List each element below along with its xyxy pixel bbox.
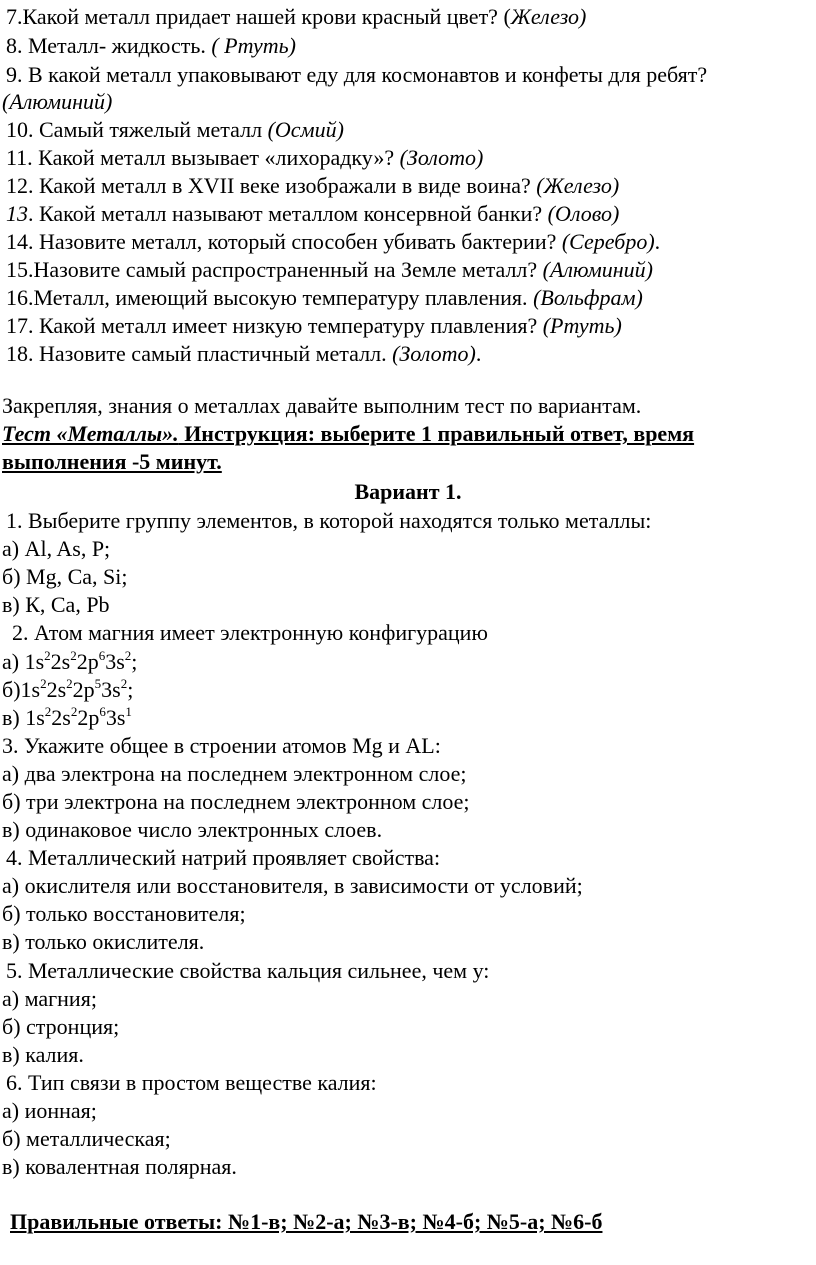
variant-title: Вариант 1.: [354, 479, 462, 504]
quiz-tail: .: [654, 229, 661, 254]
q5-option-c: в) калия.: [2, 1042, 84, 1067]
quiz-line-12: [6, 172, 619, 200]
quiz-line-10: [6, 116, 344, 144]
correct-answers: Правильные ответы: №1-в; №2-а; №3-в; №4-б; №5-а; №6-б: [10, 1209, 603, 1234]
quiz-line-8: [6, 32, 296, 60]
quiz-line-18: [6, 340, 481, 368]
quiz-number: 13: [6, 201, 28, 226]
quiz-answer: (Олово): [547, 201, 620, 226]
quiz-question: 15.Назовите самый распространенный на Земле металл?: [6, 257, 543, 282]
quiz-answer: (Алюминий): [542, 257, 653, 282]
quiz-answer: Железо): [510, 4, 587, 29]
quiz-answer: (Серебро): [561, 229, 655, 254]
quiz-question: 17. Какой металл имеет низкую температуру плавления?: [6, 313, 543, 338]
quiz-line-13: [6, 200, 619, 228]
q2-option-b: $б)1s^22s^22p^53s^2$;: [2, 676, 134, 702]
quiz-line-15: [6, 256, 653, 284]
question-6: 6. Тип связи в простом веществе калия:: [6, 1070, 377, 1095]
question-2: 2. Атом магния имеет электронную конфигурацию: [12, 620, 488, 645]
quiz-line-11: [6, 144, 483, 172]
q4-option-c: в) только окислителя.: [2, 929, 205, 954]
q6-option-c: в) ковалентная полярная.: [2, 1154, 237, 1179]
quiz-question: 10. Самый тяжелый металл: [6, 117, 268, 142]
q3-option-b: б) три электрона на последнем электронном слое;: [2, 789, 470, 814]
test-instruction-cont: выполнения -5 минут.: [2, 449, 222, 474]
quiz-answer: (Золото): [399, 145, 484, 170]
quiz-answer: (Вольфрам): [533, 285, 643, 310]
q1-option-c: в) К, Ca, Pb: [2, 592, 110, 617]
q5-option-b: б) стронция;: [2, 1014, 120, 1039]
q1-option-a: а) Al, As, P;: [2, 536, 111, 561]
q6-option-b: б) металлическая;: [2, 1126, 171, 1151]
quiz-line-7: [6, 3, 586, 31]
intro-text: Закрепляя, знания о металлах давайте выполним тест по вариантам.: [2, 393, 642, 418]
q4-option-b: б) только восстановителя;: [2, 901, 246, 926]
quiz-question: 11. Какой металл вызывает «лихорадку»?: [6, 145, 400, 170]
quiz-answer: (Ртуть): [542, 313, 622, 338]
q6-option-a: а) ионная;: [2, 1098, 97, 1123]
quiz-question: 7.Какой металл придает нашей крови красный цвет? (: [6, 4, 511, 29]
quiz-tail: .: [475, 341, 482, 366]
quiz-line-9: [6, 61, 707, 89]
test-instruction: Инструкция: выберите 1 правильный ответ, время: [178, 421, 695, 446]
q3-option-a: а) два электрона на последнем электронном слое;: [2, 761, 467, 786]
quiz-answer: ( Ртуть): [211, 33, 296, 58]
question-5: 5. Металлические свойства кальция сильнее, чем у:: [6, 958, 490, 983]
quiz-line-14: [6, 228, 660, 256]
q1-option-b: б) Mg, Ca, Si;: [2, 564, 128, 589]
quiz-answer-9: [2, 88, 112, 116]
quiz-question: 16.Металл, имеющий высокую температуру плавления.: [6, 285, 534, 310]
quiz-question: 14. Назовите металл, который способен убивать бактерии?: [6, 229, 562, 254]
quiz-question: 18. Назовите самый пластичный металл.: [6, 341, 393, 366]
quiz-question: . Какой металл называют металлом консервной банки?: [28, 201, 548, 226]
quiz-answer: (Железо): [536, 173, 620, 198]
test-title: Тест «Металлы».: [2, 421, 179, 446]
quiz-question: 9. В какой металл упаковывают еду для космонавтов и конфеты для ребят?: [6, 62, 708, 87]
q5-option-a: а) магния;: [2, 986, 97, 1011]
question-1: 1. Выберите группу элементов, в которой находятся только металлы:: [6, 508, 652, 533]
test-heading: [2, 420, 694, 448]
q2-option-c: в) $1s^22s^22p^63s^1$: [2, 704, 132, 730]
quiz-answer: (Осмий): [267, 117, 344, 142]
quiz-line-17: [6, 312, 622, 340]
quiz-answer: (Золото): [392, 341, 476, 366]
quiz-line-16: [6, 284, 643, 312]
quiz-question: 8. Металл- жидкость.: [6, 33, 212, 58]
quiz-question: 12. Какой металл в XVII веке изображали в виде воина?: [6, 173, 537, 198]
quiz-answer: (Алюминий): [2, 89, 113, 114]
q2-option-a: а) $1s^22s^22p^63s^2$;: [2, 648, 138, 674]
q4-option-a: а) окислителя или восстановителя, в зависимости от условий;: [2, 873, 583, 898]
question-4: 4. Металлический натрий проявляет свойства:: [6, 845, 441, 870]
q3-option-c: в) одинаковое число электронных слоев.: [2, 817, 383, 842]
question-3: 3. Укажите общее в строении атомов Mg и AL:: [2, 733, 441, 758]
